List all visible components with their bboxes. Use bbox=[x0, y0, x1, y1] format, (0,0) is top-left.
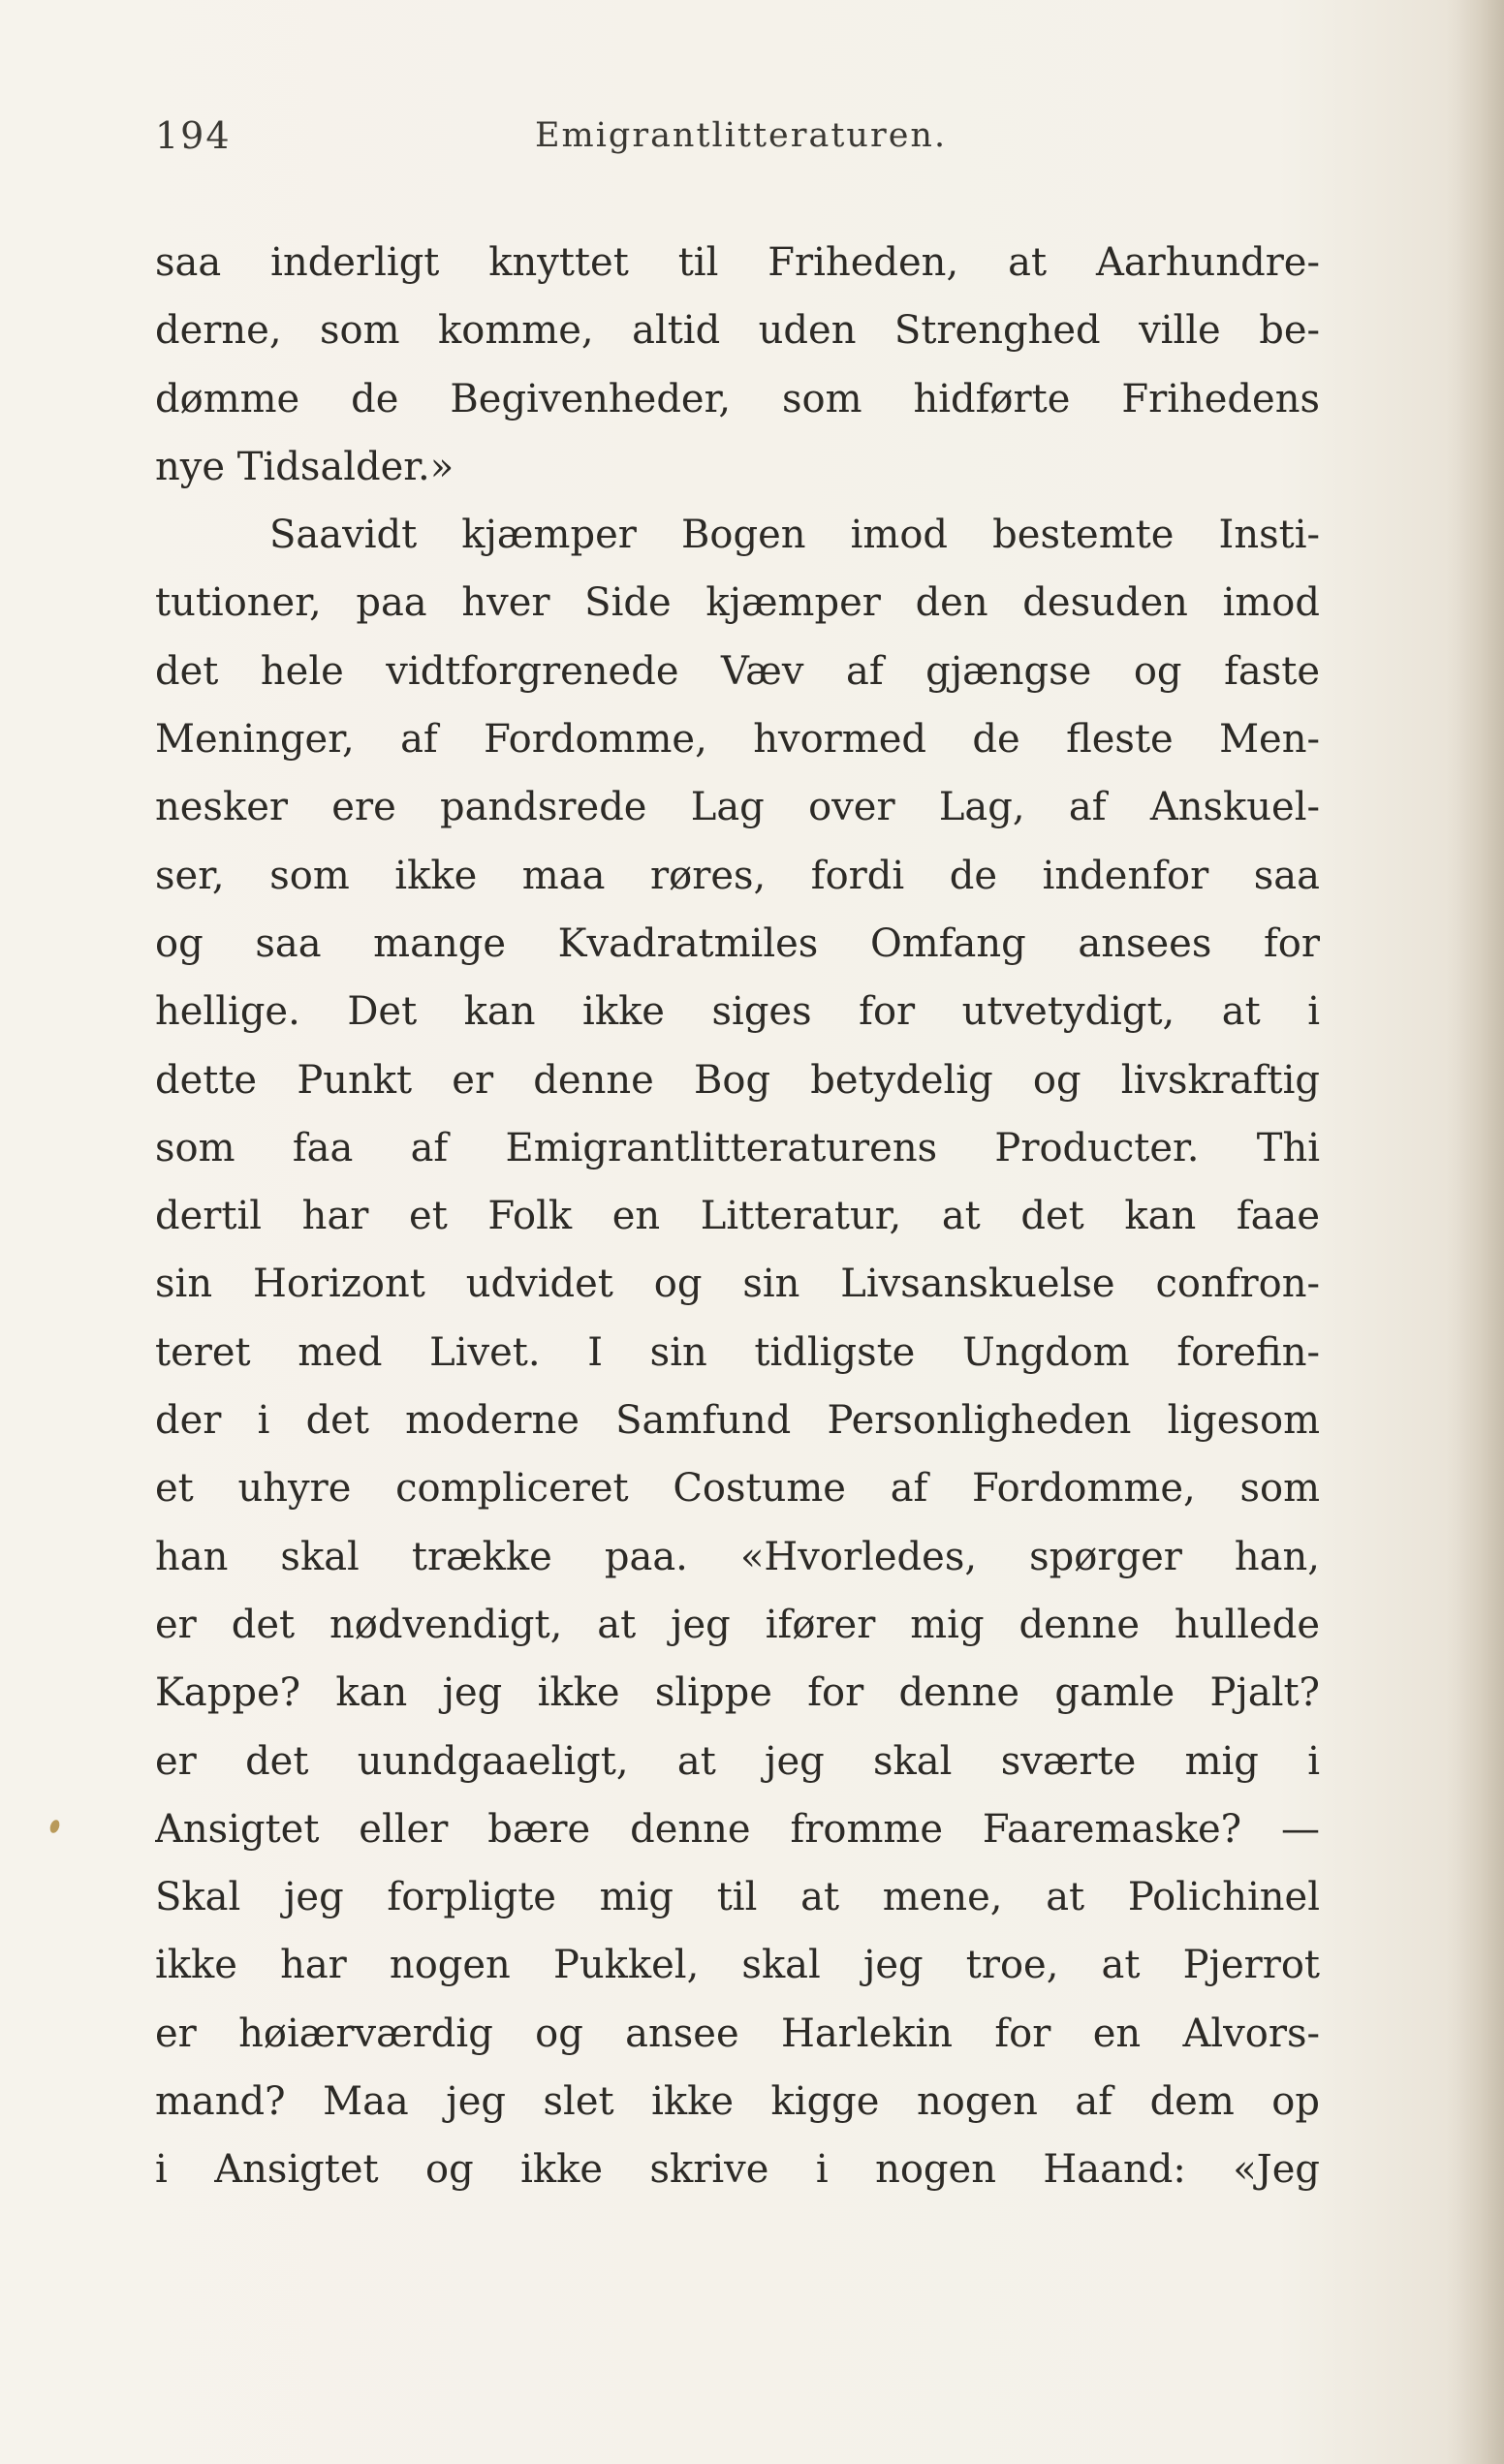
text-line: han skal trække paa. «Hvorledes, spørger han, bbox=[155, 1534, 1320, 1579]
text-line: et uhyre compliceret Costume af Fordomme, som bbox=[155, 1466, 1320, 1512]
text-line: mand? Maa jeg slet ikke kigge nogen af dem op bbox=[155, 2079, 1320, 2125]
text-line: Meninger, af Fordomme, hvormed de fleste Men- bbox=[155, 717, 1320, 763]
text-line: og saa mange Kvadratmiles Omfang ansees for bbox=[155, 920, 1320, 966]
body-text bbox=[155, 229, 1320, 2204]
text-line: tutioner, paa hver Side kjæmper den desuden imod bbox=[155, 580, 1320, 626]
text-line: sin Horizont udvidet og sin Livsanskuelse confron- bbox=[155, 1262, 1320, 1307]
page-binding-shadow bbox=[1446, 0, 1504, 2464]
text-line: Ansigtet eller bære denne fromme Faaremaske? — bbox=[155, 1806, 1320, 1852]
text-line: Skal jeg forpligte mig til at mene, at Polichinel bbox=[155, 1875, 1320, 1920]
paragraph-first-line: Saavidt kjæmper Bogen imod bestemte Insti- bbox=[269, 513, 1320, 558]
text-line: der i det moderne Samfund Personligheden ligesom bbox=[155, 1398, 1320, 1444]
paper-speck bbox=[48, 1819, 61, 1834]
text-line: saa inderligt knyttet til Friheden, at Aarhundre- bbox=[155, 240, 1320, 285]
text-line: det hele vidtforgrenede Væv af gjængse og faste bbox=[155, 648, 1320, 694]
text-line: nesker ere pandsrede Lag over Lag, af Anskuel- bbox=[155, 785, 1320, 830]
text-line: som faa af Emigrantlitteraturens Producter. Thi bbox=[155, 1125, 1320, 1170]
text-line: ikke har nogen Pukkel, skal jeg troe, at Pjerrot bbox=[155, 1943, 1320, 1988]
text-line: derne, som komme, altid uden Strenghed ville be- bbox=[155, 308, 1320, 354]
text-line: ser, som ikke maa røres, fordi de indenfor saa bbox=[155, 853, 1320, 898]
text-line: dømme de Begivenheder, som hidførte Frihedens bbox=[155, 376, 1320, 421]
text-line: er det nødvendigt, at jeg ifører mig denne hullede bbox=[155, 1602, 1320, 1647]
running-title: Emigrantlitteraturen. bbox=[535, 116, 948, 155]
text-line: nye Tidsalder.» bbox=[155, 444, 454, 489]
page-number: 194 bbox=[155, 114, 232, 157]
text-line: teret med Livet. I sin tidligste Ungdom forefin- bbox=[155, 1329, 1320, 1375]
page-header bbox=[155, 114, 1318, 172]
text-line: hellige. Det kan ikke siges for utvetydigt, at i bbox=[155, 989, 1320, 1035]
text-line: i Ansigtet og ikke skrive i nogen Haand: «Jeg bbox=[155, 2147, 1320, 2193]
text-line: er det uundgaaeligt, at jeg skal sværte mig i bbox=[155, 1738, 1320, 1784]
text-line: Kappe? kan jeg ikke slippe for denne gamle Pjalt? bbox=[155, 1670, 1320, 1716]
text-line: dette Punkt er denne Bog betydelig og livskraftig bbox=[155, 1057, 1320, 1103]
text-line: dertil har et Folk en Litteratur, at det kan faae bbox=[155, 1194, 1320, 1239]
text-line: er høiærværdig og ansee Harlekin for en Alvors- bbox=[155, 2011, 1320, 2056]
